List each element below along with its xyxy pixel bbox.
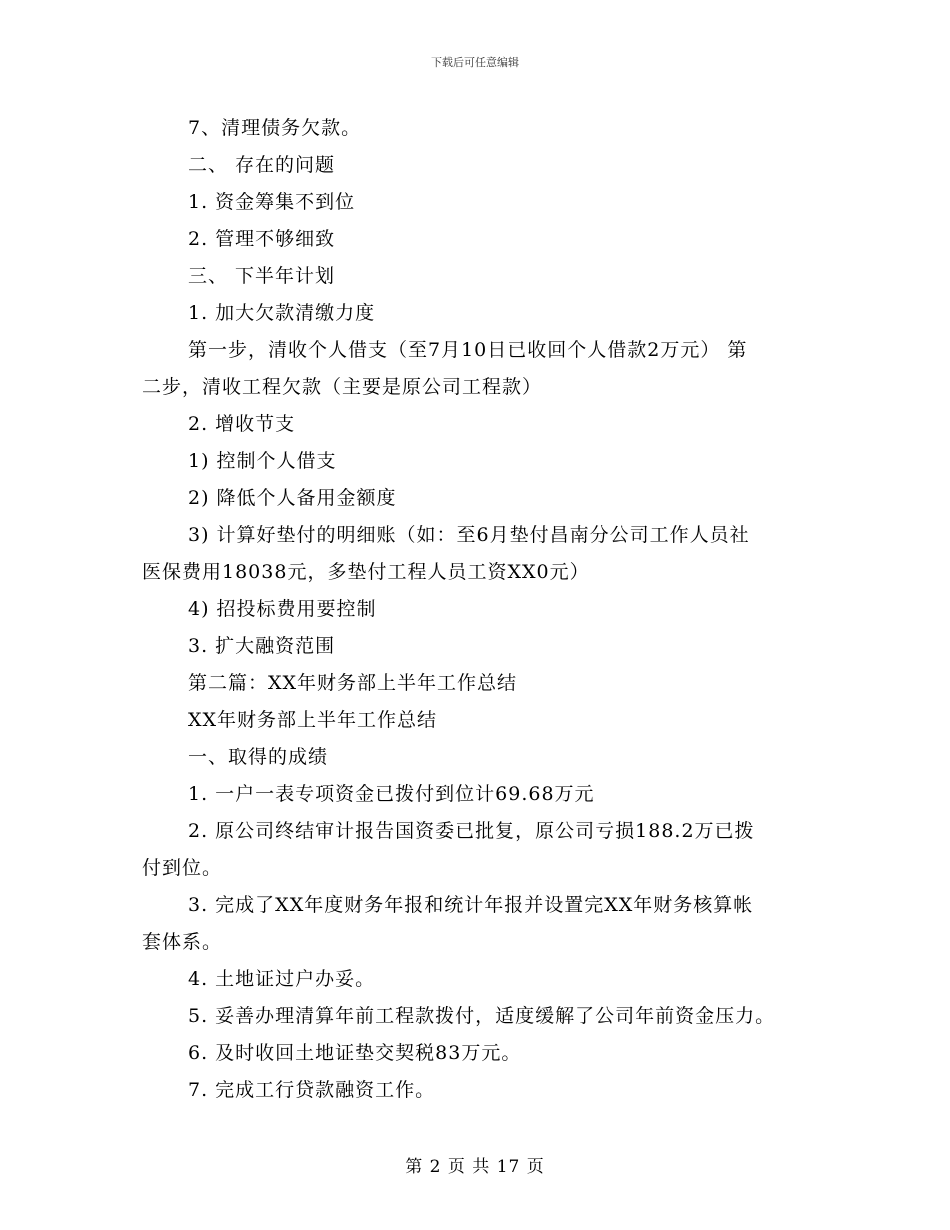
text-line: 2. 增收节支 [188, 413, 296, 435]
text-line: 7、清理债务欠款。 [188, 117, 362, 139]
text-line: 1. 加大欠款清缴力度 [188, 302, 376, 324]
text-line: 2. 管理不够细致 [188, 228, 336, 250]
text-line: 4) 招投标费用要控制 [188, 598, 377, 620]
text-line: 5. 妥善办理清算年前工程款拨付，适度缓解了公司年前资金压力。 [188, 1005, 776, 1027]
text-line: 2. 原公司终结审计报告国资委已批复，原公司亏损188.2万已拨 [188, 820, 755, 842]
text-line: 7. 完成工行贷款融资工作。 [188, 1079, 436, 1101]
text-line: 1) 控制个人借支 [188, 450, 337, 472]
chapter-title: 第二篇：XX年财务部上半年工作总结 [188, 672, 518, 694]
text-line: 4. 土地证过户办妥。 [188, 968, 376, 990]
section-heading: 二、 存在的问题 [188, 154, 336, 176]
text-line: 套体系。 [142, 931, 223, 953]
text-line: 第一步，清收个人借支（至7月10日已收回个人借款2万元） 第 [188, 339, 748, 361]
text-line: 3) 计算好垫付的明细账（如：至6月垫付昌南分公司工作人员社 [188, 524, 750, 546]
text-line: 1. 资金筹集不到位 [188, 191, 356, 213]
text-line: 3. 扩大融资范围 [188, 635, 336, 657]
text-line: 二步，清收工程欠款（主要是原公司工程款） [142, 376, 543, 398]
text-line: 6. 及时收回土地证垫交契税83万元。 [188, 1042, 522, 1064]
page-header-note: 下载后可任意编辑 [431, 56, 519, 69]
text-line: 1. 一户一表专项资金已拨付到位计69.68万元 [188, 783, 595, 805]
text-line: 医保费用18038元，多垫付工程人员工资XX0元） [142, 561, 590, 583]
text-line: 3. 完成了XX年度财务年报和统计年报并设置完XX年财务核算帐 [188, 894, 754, 916]
text-line: 付到位。 [142, 857, 223, 879]
section-heading: 三、 下半年计划 [188, 265, 336, 287]
chapter-subtitle: XX年财务部上半年工作总结 [188, 709, 438, 731]
document-body [142, 110, 822, 1109]
text-line: 2) 降低个人备用金额度 [188, 487, 397, 509]
section-heading: 一、取得的成绩 [188, 746, 329, 768]
page-number: 第 2 页 共 17 页 [405, 1157, 545, 1177]
